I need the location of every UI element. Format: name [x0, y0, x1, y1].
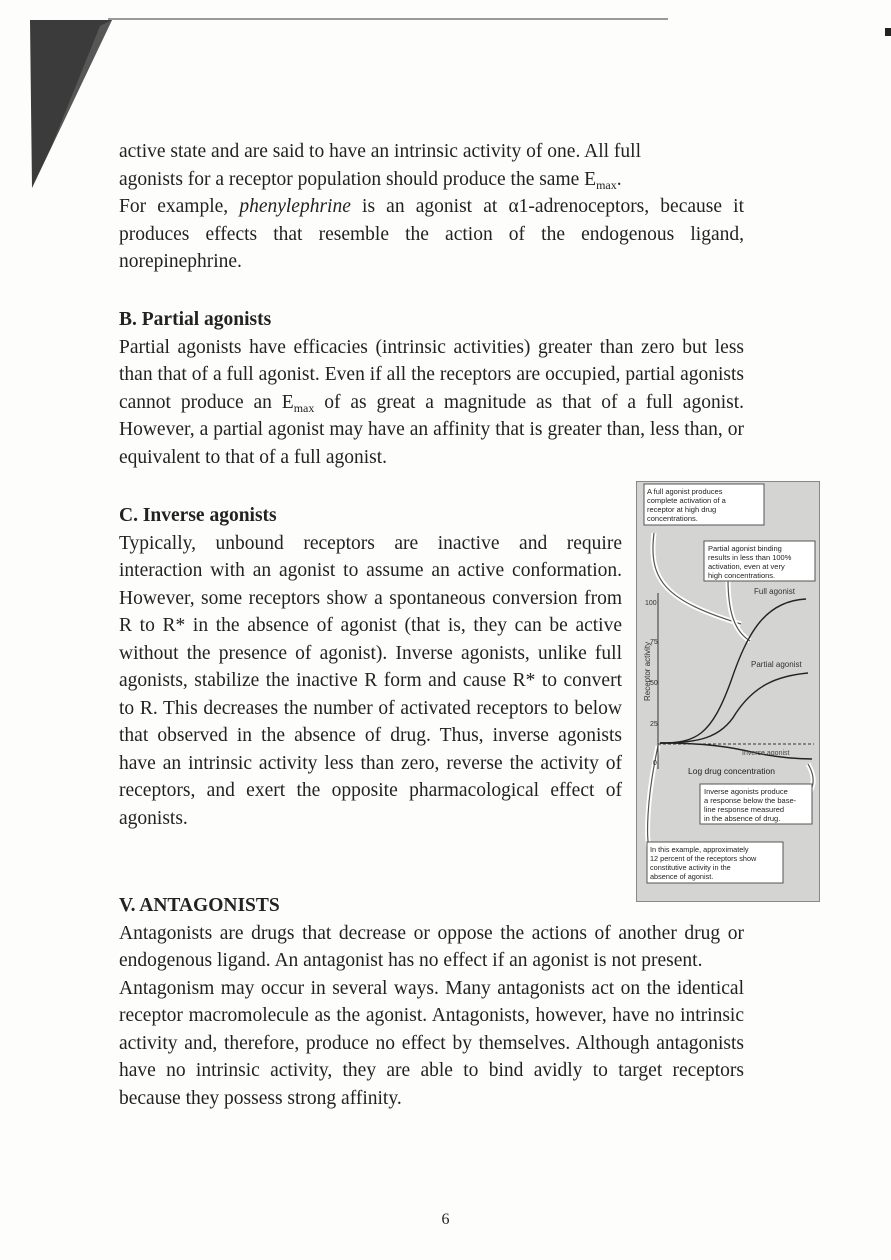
full-agonist-label: Full agonist — [754, 587, 795, 596]
antagonists-paragraph-1: Antagonists are drugs that decrease or oppose the actions of another drug or endogenous ligand. An antagonist has no effect if an agonist is not present. — [119, 922, 744, 971]
tick-25: 25 — [650, 721, 658, 728]
page-number: 6 — [441, 1211, 450, 1228]
corner-scan-shadow — [0, 0, 130, 200]
tick-75: 75 — [650, 639, 658, 646]
y-axis-label: Receptor activity — [643, 641, 652, 701]
antagonists-section — [119, 892, 744, 1112]
antagonists-paragraph-2: Antagonism may occur in several ways. Many antagonists act on the identical receptor macromolecule as the agonist. Antagonists, however, have no intrinsic activity and, therefore, produce no effect by themselves. Although antagonists have no intrinsic activity, they are able to bind avidly to target receptors because they possess strong affinity. — [119, 977, 744, 1109]
inverse-agonists-section — [119, 502, 622, 832]
tick-50: 50 — [650, 680, 658, 687]
tick-100: 100 — [645, 600, 657, 607]
inverse-agonists-heading: C. Inverse agonists — [119, 505, 277, 526]
svg-text:A full agonist produces: A full agonist produces complete activation of a receptor at high drug concentrations. — [647, 487, 726, 523]
top-scan-line — [108, 18, 668, 20]
partial-agonist-label: Partial agonist — [751, 660, 802, 669]
agonist-response-figure — [636, 481, 820, 902]
x-axis-label: Log drug concentration — [688, 766, 775, 776]
tick-0: 0 — [653, 760, 657, 767]
inverse-agonists-body: Typically, unbound receptors are inactive and require interaction with an agonist to assume an active conformation. However, some receptors show a spontaneous conversion from R to R* in the absence of agonist (that is, they can be active without the presence of agonist). Inverse agonists, unlike full agonists, stabilize the inactive R form and cause R* to convert to R. This decreases the number of activated receptors to below that observed in the absence of drug. Thus, inverse agonists have an intrinsic activity less than zero, reverse the activity of receptors, and exert the opposite pharmacological effect of agonists. — [119, 532, 622, 829]
partial-agonists-section — [119, 306, 744, 471]
edge-mark — [885, 28, 891, 36]
antagonists-heading: V. ANTAGONISTS — [119, 895, 280, 916]
phenylephrine-example: For example, phenylephrine is an agonist at α1-adrenoceptors, because it produces effects that resemble the action of the endogenous ligand, norepinephrine. — [119, 196, 745, 272]
svg-text:Partial agonist binding: Partial agonist binding results in less than 100% activation, even at very high concentrations. — [708, 544, 792, 580]
inverse-agonist-label: Inverse agonist — [742, 750, 790, 757]
full-agonist-continuation: active state and are said to have an intrinsic activity of one. All full agonists for a receptor population should produce the same $E_{max}$. For example, phenylephrine is an agonist at α1-adrenoceptors, because it produces effects that resemble the action of the endogenous ligand, norepinephrine. — [119, 138, 744, 276]
svg-text:In this example, approximately: In this example, approximately 12 percent of the receptors show constitutive activity in the absence of agonist. — [650, 845, 757, 881]
svg-text:Inverse agonists produce: Inverse agonists produce a response below the base- line response measured in the absence of drug. — [704, 787, 797, 823]
partial-agonists-heading: B. Partial agonists — [119, 309, 272, 330]
partial-agonists-body: Partial agonists have efficacies (intrinsic activities) greater than zero but less than that of a full agonist. Even if all the receptors are occupied, partial agonists cannot produce an $E_{max}$ of as great a magnitude as that of a full agonist. However, a partial agonist may have an affinity that is greater than, less than, or equivalent to that of a full agonist. — [119, 336, 744, 468]
